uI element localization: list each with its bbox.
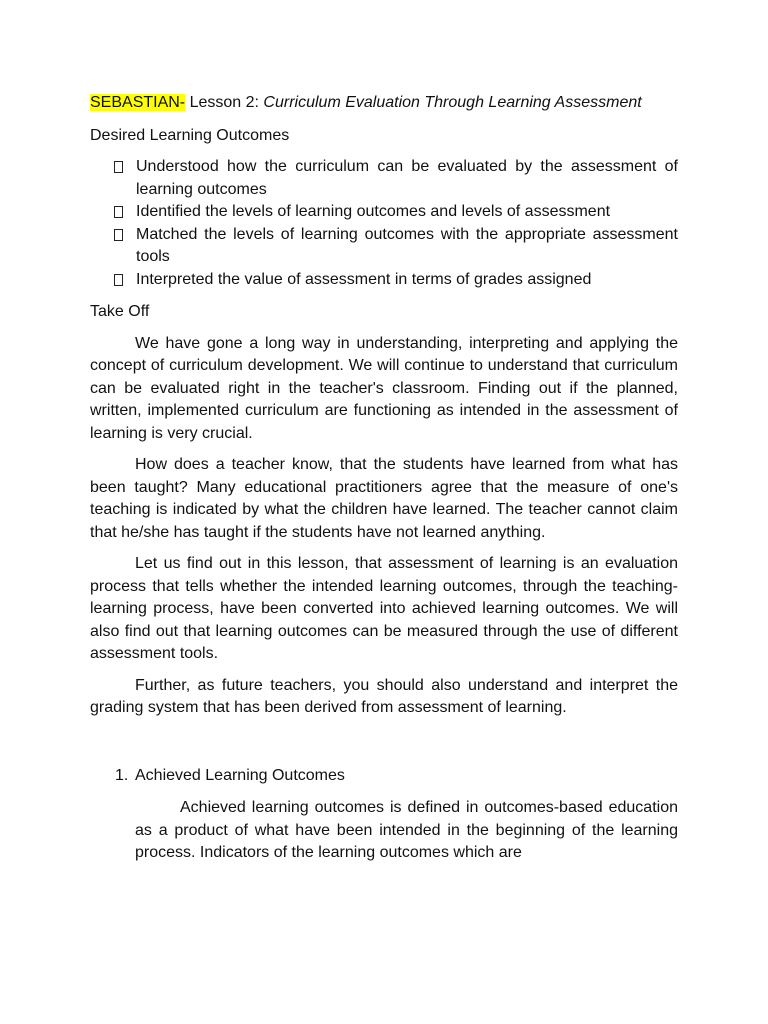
paragraph: How does a teacher know, that the students have learned from what has been taught? Many educational practitioners agree that the measure of one's teaching is indicated by what the children have learned. The teacher cannot claim that he/she has taught if the students have not learned anything. [90,456,678,541]
checkbox-bullet-icon [114,274,123,286]
paragraph: Further, as future teachers, you should also understand and interpret the grading system that has been derived from assessment of learning. [90,676,678,716]
paragraph: Let us find out in this lesson, that assessment of learning is an evaluation process that tells whether the intended learning outcomes, through the teaching-learning process, have been converted into achieved learning outcomes. We will also find out that learning outcomes can be measured through the use of different assessment tools. [90,555,678,662]
list-item-text: Understood how the curriculum can be evaluated by the assessment of learning outcomes [136,158,678,198]
list-item-text: Matched the levels of learning outcomes with the appropriate assessment tools [136,225,678,265]
highlighted-author-name: SEBASTIAN- [90,94,186,111]
section-paragraph: Achieved learning outcomes is defined in outcomes-based education as a product of what have been intended in the beginning of the learning process. Indicators of the learning outcomes which are [135,799,678,861]
lesson-title [90,92,678,115]
list-item [90,269,678,292]
list-item-text: Interpreted the value of assessment in terms of grades assigned [136,270,592,288]
checkbox-bullet-icon [114,161,123,173]
desired-outcomes-heading: Desired Learning Outcomes [90,126,290,144]
lesson-topic: Curriculum Evaluation Through Learning Assessment [263,94,642,111]
list-item [90,156,678,201]
list-item [90,201,678,224]
paragraph: We have gone a long way in understanding, interpreting and applying the concept of curriculum development. We will continue to understand that curriculum can be evaluated right in the teacher's classroom. Finding out if the planned, written, implemented curriculum are functioning as intended in the assessment of learning is very crucial. [90,334,678,442]
section-title: Achieved Learning Outcomes [135,766,345,784]
document-page [90,92,678,865]
list-item [90,224,678,269]
take-off-heading: Take Off [90,303,150,320]
desired-outcomes-list [90,156,678,291]
section-heading [90,765,678,788]
checkbox-bullet-icon [114,206,123,218]
section-number: 1. [115,766,129,784]
lesson-number: Lesson 2: [185,94,264,111]
list-item-text: Identified the levels of learning outcomes and levels of assessment [136,203,611,220]
checkbox-bullet-icon [114,229,123,241]
